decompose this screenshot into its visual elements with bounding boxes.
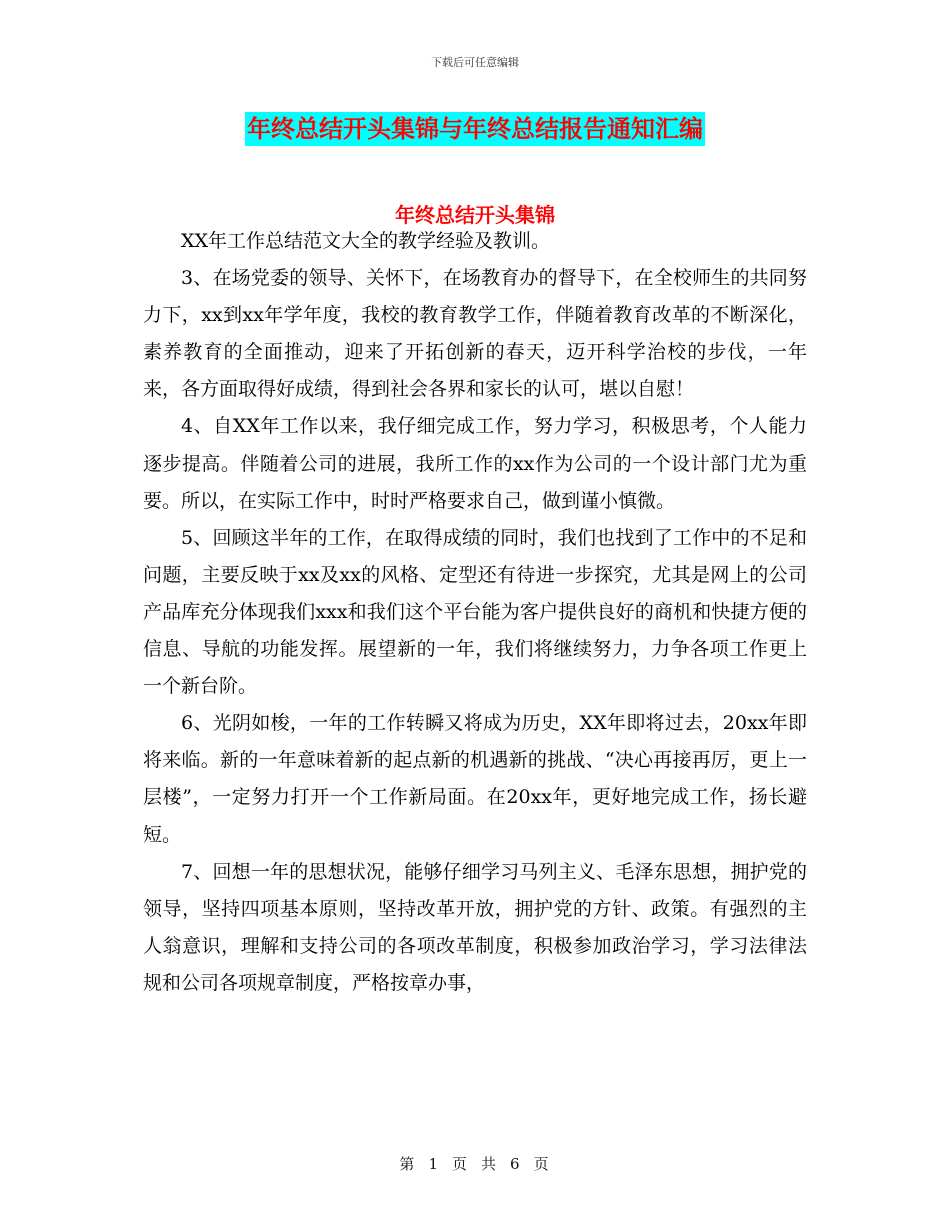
footer-page-word: 页 bbox=[451, 1155, 469, 1173]
footer-total-prefix: 共 bbox=[481, 1155, 499, 1173]
footer-page-number: 1 bbox=[428, 1155, 440, 1173]
footer-total-word: 页 bbox=[533, 1155, 551, 1173]
header-note: 下载后可任意编辑 bbox=[431, 56, 519, 69]
paragraph: 7、回想一年的思想状况，能够仔细学习马列主义、毛泽东思想，拥护党的领导，坚持四项基本原则，坚持改革开放，拥护党的方针、政策。有强烈的主人翁意识，理解和支持公司的各项改革制度，积极参加政治学习，学习法律法规和公司各项规章制度，严格按章办事， bbox=[143, 860, 807, 994]
paragraph: 4、自XX年工作以来，我仔细完成工作，努力学习，积极思考，个人能力逐步提高。伴随着公司的进展，我所工作的xx作为公司的一个设计部门尤为重要。所以，在实际工作中，时时严格要求自己，做到谨小慎微。 bbox=[143, 415, 807, 512]
main-title: 年终总结开头集锦与年终总结报告通知汇编 bbox=[245, 112, 705, 146]
body-text bbox=[143, 223, 807, 1002]
section-title: 年终总结开头集锦 bbox=[395, 203, 555, 227]
footer-total-pages: 6 bbox=[510, 1155, 522, 1173]
paragraph: XX年工作总结范文大全的教学经验及教训。 bbox=[181, 230, 551, 252]
page-footer bbox=[0, 1153, 950, 1174]
paragraph: 6、光阴如梭，一年的工作转瞬又将成为历史，XX年即将过去，20xx年即将来临。新的一年意味着新的起点新的机遇新的挑战、“决心再接再厉，更上一层楼”，一定努力打开一个工作新局面。在20xx年，更好地完成工作，扬长避短。 bbox=[143, 712, 807, 846]
paragraph: 3、在场党委的领导、关怀下，在场教育办的督导下，在全校师生的共同努力下，xx到xx年学年度，我校的教育教学工作，伴随着教育改革的不断深化，素养教育的全面推动，迎来了开拓创新的春天，迈开科学治校的步伐，一年来，各方面取得好成绩，得到社会各界和家长的认可，堪以自慰！ bbox=[143, 267, 807, 401]
footer-prefix: 第 bbox=[399, 1155, 417, 1173]
main-title-container bbox=[0, 112, 950, 146]
paragraph: 5、回顾这半年的工作，在取得成绩的同时，我们也找到了工作中的不足和问题，主要反映于xx及xx的风格、定型还有待进一步探究，尤其是网上的公司产品库充分体现我们xxx和我们这个平台能为客户提供良好的商机和快捷方便的信息、导航的功能发挥。展望新的一年，我们将继续努力，力争各项工作更上一个新台阶。 bbox=[143, 526, 807, 698]
